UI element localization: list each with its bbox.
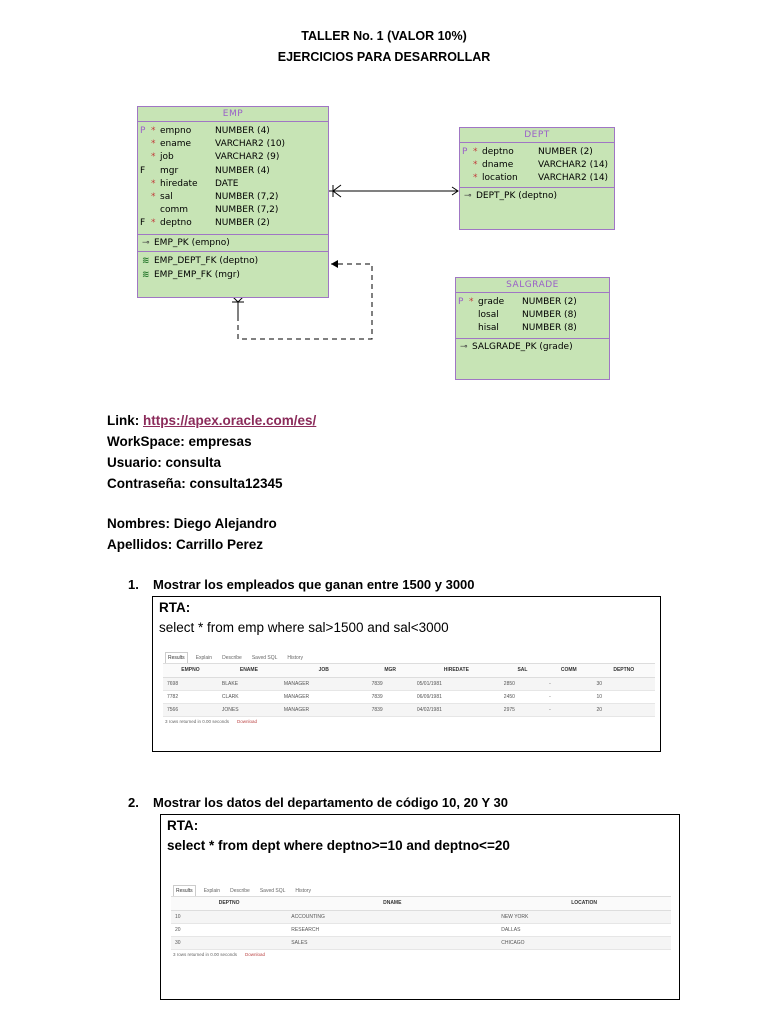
sql-query: select * from dept where deptno>=10 and deptno<=20 [167, 838, 510, 853]
table-row [163, 690, 655, 703]
table-cell: DALLAS [497, 923, 671, 936]
table-cell: SALES [287, 936, 497, 949]
column-header[interactable]: ENAME [218, 664, 280, 677]
results-table [171, 897, 671, 950]
table-cell: 7782 [163, 690, 218, 703]
column-type: NUMBER (4) [215, 165, 270, 176]
column-header[interactable]: DEPTNO [593, 664, 655, 677]
column-type: NUMBER (4) [215, 126, 270, 136]
table-row [171, 910, 671, 923]
column-row [138, 178, 328, 191]
download-link[interactable]: Download [237, 718, 258, 724]
column-header[interactable]: EMPNO [163, 664, 218, 677]
table-cell: 30 [593, 677, 655, 690]
required-marker: * [473, 147, 478, 157]
salgrade-pk: ⊸ SALGRADE_PK (grade) [456, 339, 609, 356]
table-row [171, 936, 671, 949]
required-marker: * [473, 160, 478, 171]
column-name: grade [478, 297, 505, 307]
required-marker: * [151, 152, 156, 163]
results-footer: 3 rows returned in 0.00 seconds Download [165, 718, 258, 724]
rta-label: RTA: [159, 600, 191, 615]
required-marker: * [151, 126, 156, 136]
column-row [460, 159, 614, 172]
salgrade-columns [456, 293, 609, 339]
table-cell: 20 [171, 923, 287, 936]
column-name: dname [482, 160, 514, 171]
column-header[interactable]: HIREDATE [413, 664, 500, 677]
column-type: NUMBER (2) [522, 297, 577, 307]
table-cell: CHICAGO [497, 936, 671, 949]
column-key-flag: F [140, 165, 146, 176]
table-cell: MANAGER [280, 703, 368, 716]
required-marker: * [473, 173, 478, 184]
download-link[interactable]: Download [245, 951, 266, 957]
salgrade-entity [455, 277, 610, 380]
column-row [456, 309, 609, 322]
column-type: DATE [215, 178, 239, 189]
column-header[interactable]: DEPTNO [171, 897, 287, 910]
required-marker: * [151, 218, 156, 229]
column-row [138, 138, 328, 151]
dept-entity-name: DEPT [460, 128, 614, 143]
required-marker: * [151, 139, 156, 150]
workspace-line: WorkSpace: empresas [107, 434, 252, 449]
table-cell: 7839 [368, 677, 413, 690]
column-type: VARCHAR2 (9) [215, 152, 280, 163]
table-cell: ACCOUNTING [287, 910, 497, 923]
column-header[interactable]: MGR [368, 664, 413, 677]
column-row [138, 191, 328, 204]
column-row [456, 322, 609, 335]
emp-pk: ⊸ EMP_PK (empno) [138, 235, 328, 252]
tab-describe[interactable]: Describe [222, 655, 242, 661]
table-cell: 2975 [500, 703, 545, 716]
table-row [171, 923, 671, 936]
column-type: NUMBER (2) [215, 218, 270, 229]
relationship-lines [0, 0, 768, 400]
salgrade-entity-name: SALGRADE [456, 278, 609, 293]
column-name: comm [160, 205, 188, 216]
results-table [163, 664, 655, 717]
table-cell: 06/09/1981 [413, 690, 500, 703]
table-row [163, 677, 655, 690]
column-type: NUMBER (2) [538, 147, 593, 157]
rta-label: RTA: [167, 818, 199, 833]
tab-history[interactable]: History [287, 655, 303, 661]
column-key-flag: P [458, 297, 464, 307]
column-header[interactable]: LOCATION [497, 897, 671, 910]
emp-columns [138, 122, 328, 235]
column-name: mgr [160, 165, 179, 176]
question-2: 2. Mostrar los datos del departamento de código 10, 20 Y 30 [128, 795, 508, 810]
table-cell: 7566 [163, 703, 218, 716]
foreign-key-icon: ≋ [142, 256, 150, 266]
table-cell: JONES [218, 703, 280, 716]
question-1: 1. Mostrar los empleados que ganan entre 1500 y 3000 [128, 577, 475, 592]
answer-box-2 [160, 814, 680, 1000]
required-marker: * [151, 178, 156, 189]
column-name: ename [160, 139, 192, 150]
column-key-flag: P [140, 126, 146, 136]
document-title: TALLER No. 1 (VALOR 10%) [301, 29, 467, 43]
column-row [138, 151, 328, 164]
document-subtitle: EJERCICIOS PARA DESARROLLAR [277, 50, 491, 64]
column-row [138, 165, 328, 178]
emp-entity [137, 106, 329, 298]
tab-history[interactable]: History [295, 888, 311, 894]
table-cell: - [545, 690, 592, 703]
column-row [460, 146, 614, 159]
apex-link[interactable]: https://apex.oracle.com/es/ [143, 413, 317, 428]
column-name: deptno [482, 147, 514, 157]
column-type: NUMBER (8) [522, 310, 577, 321]
emp-fks [138, 252, 328, 282]
results-tabs [163, 652, 655, 664]
dept-columns [460, 143, 614, 188]
emp-emp-fk: EMP_EMP_FK (mgr) [154, 270, 240, 280]
emp-entity-name: EMP [138, 107, 328, 122]
table-cell: 2450 [500, 690, 545, 703]
column-row [138, 217, 328, 230]
column-key-flag: P [462, 147, 468, 157]
table-cell: - [545, 677, 592, 690]
column-type: NUMBER (8) [522, 323, 577, 334]
table-header-row [163, 664, 655, 677]
column-header[interactable]: JOB [280, 664, 368, 677]
results-tabs [171, 881, 671, 897]
table-header-row [171, 897, 671, 910]
table-cell: BLAKE [218, 677, 280, 690]
apellidos-line: Apellidos: Carrillo Perez [107, 537, 264, 552]
column-type: VARCHAR2 (14) [538, 173, 609, 184]
column-key-flag: F [140, 218, 146, 229]
column-row [456, 296, 609, 309]
column-row [138, 125, 328, 138]
table-cell: 04/02/1981 [413, 703, 500, 716]
results-screenshot [163, 652, 655, 738]
tab-saved-sql[interactable]: Saved SQL [251, 655, 278, 661]
column-type: NUMBER (7,2) [215, 191, 279, 202]
column-row [460, 172, 614, 185]
table-row [163, 703, 655, 716]
tab-saved-sql[interactable]: Saved SQL [259, 888, 286, 894]
tab-explain[interactable]: Explain [203, 888, 221, 894]
column-type: VARCHAR2 (10) [215, 139, 286, 150]
dept-pk: ⊸ DEPT_PK (deptno) [460, 188, 614, 205]
results-footer: 3 rows returned in 0.00 seconds Download [173, 951, 266, 957]
column-name: sal [160, 191, 173, 202]
table-cell: 10 [171, 910, 287, 923]
column-type: VARCHAR2 (14) [538, 160, 609, 171]
tab-describe[interactable]: Describe [230, 888, 250, 894]
column-name: deptno [160, 218, 192, 229]
table-cell: 7698 [163, 677, 218, 690]
table-cell: CLARK [218, 690, 280, 703]
table-cell: 10 [593, 690, 655, 703]
table-cell: RESEARCH [287, 923, 497, 936]
column-row [138, 204, 328, 217]
key-icon: ⊸ [142, 238, 150, 248]
table-cell: - [545, 703, 592, 716]
table-cell: MANAGER [280, 677, 368, 690]
usuario-line: Usuario: consulta [107, 455, 222, 470]
foreign-key-icon: ≋ [142, 270, 150, 280]
column-type: NUMBER (7,2) [215, 205, 279, 216]
nombres-line: Nombres: Diego Alejandro [107, 516, 277, 531]
tab-results[interactable]: Results [173, 885, 196, 896]
results-screenshot [171, 881, 671, 985]
table-cell: MANAGER [280, 690, 368, 703]
column-name: location [482, 173, 518, 184]
table-cell: 20 [593, 703, 655, 716]
link-line: Link: https://apex.oracle.com/es/ [107, 413, 317, 428]
table-cell: 7839 [368, 690, 413, 703]
required-marker: * [469, 297, 474, 307]
table-cell: 30 [171, 936, 287, 949]
required-marker: * [151, 191, 156, 202]
answer-box-1 [152, 596, 661, 752]
emp-dept-fk: EMP_DEPT_FK (deptno) [154, 256, 259, 266]
password-line: Contraseña: consulta12345 [107, 476, 283, 491]
key-icon: ⊸ [464, 191, 472, 201]
table-cell: 7839 [368, 703, 413, 716]
column-name: empno [160, 126, 192, 136]
column-name: job [160, 152, 174, 163]
table-cell: 2850 [500, 677, 545, 690]
table-cell: 05/01/1981 [413, 677, 500, 690]
column-header[interactable]: COMM [545, 664, 592, 677]
column-name: hiredate [160, 178, 198, 189]
column-header[interactable]: DNAME [287, 897, 497, 910]
column-name: losal [478, 310, 499, 321]
tab-explain[interactable]: Explain [195, 655, 213, 661]
table-cell: NEW YORK [497, 910, 671, 923]
dept-entity [459, 127, 615, 230]
column-name: hisal [478, 323, 499, 334]
sql-query: select * from emp where sal>1500 and sal<3000 [159, 620, 449, 635]
key-icon: ⊸ [460, 342, 468, 352]
column-header[interactable]: SAL [500, 664, 545, 677]
tab-results[interactable]: Results [165, 652, 188, 663]
